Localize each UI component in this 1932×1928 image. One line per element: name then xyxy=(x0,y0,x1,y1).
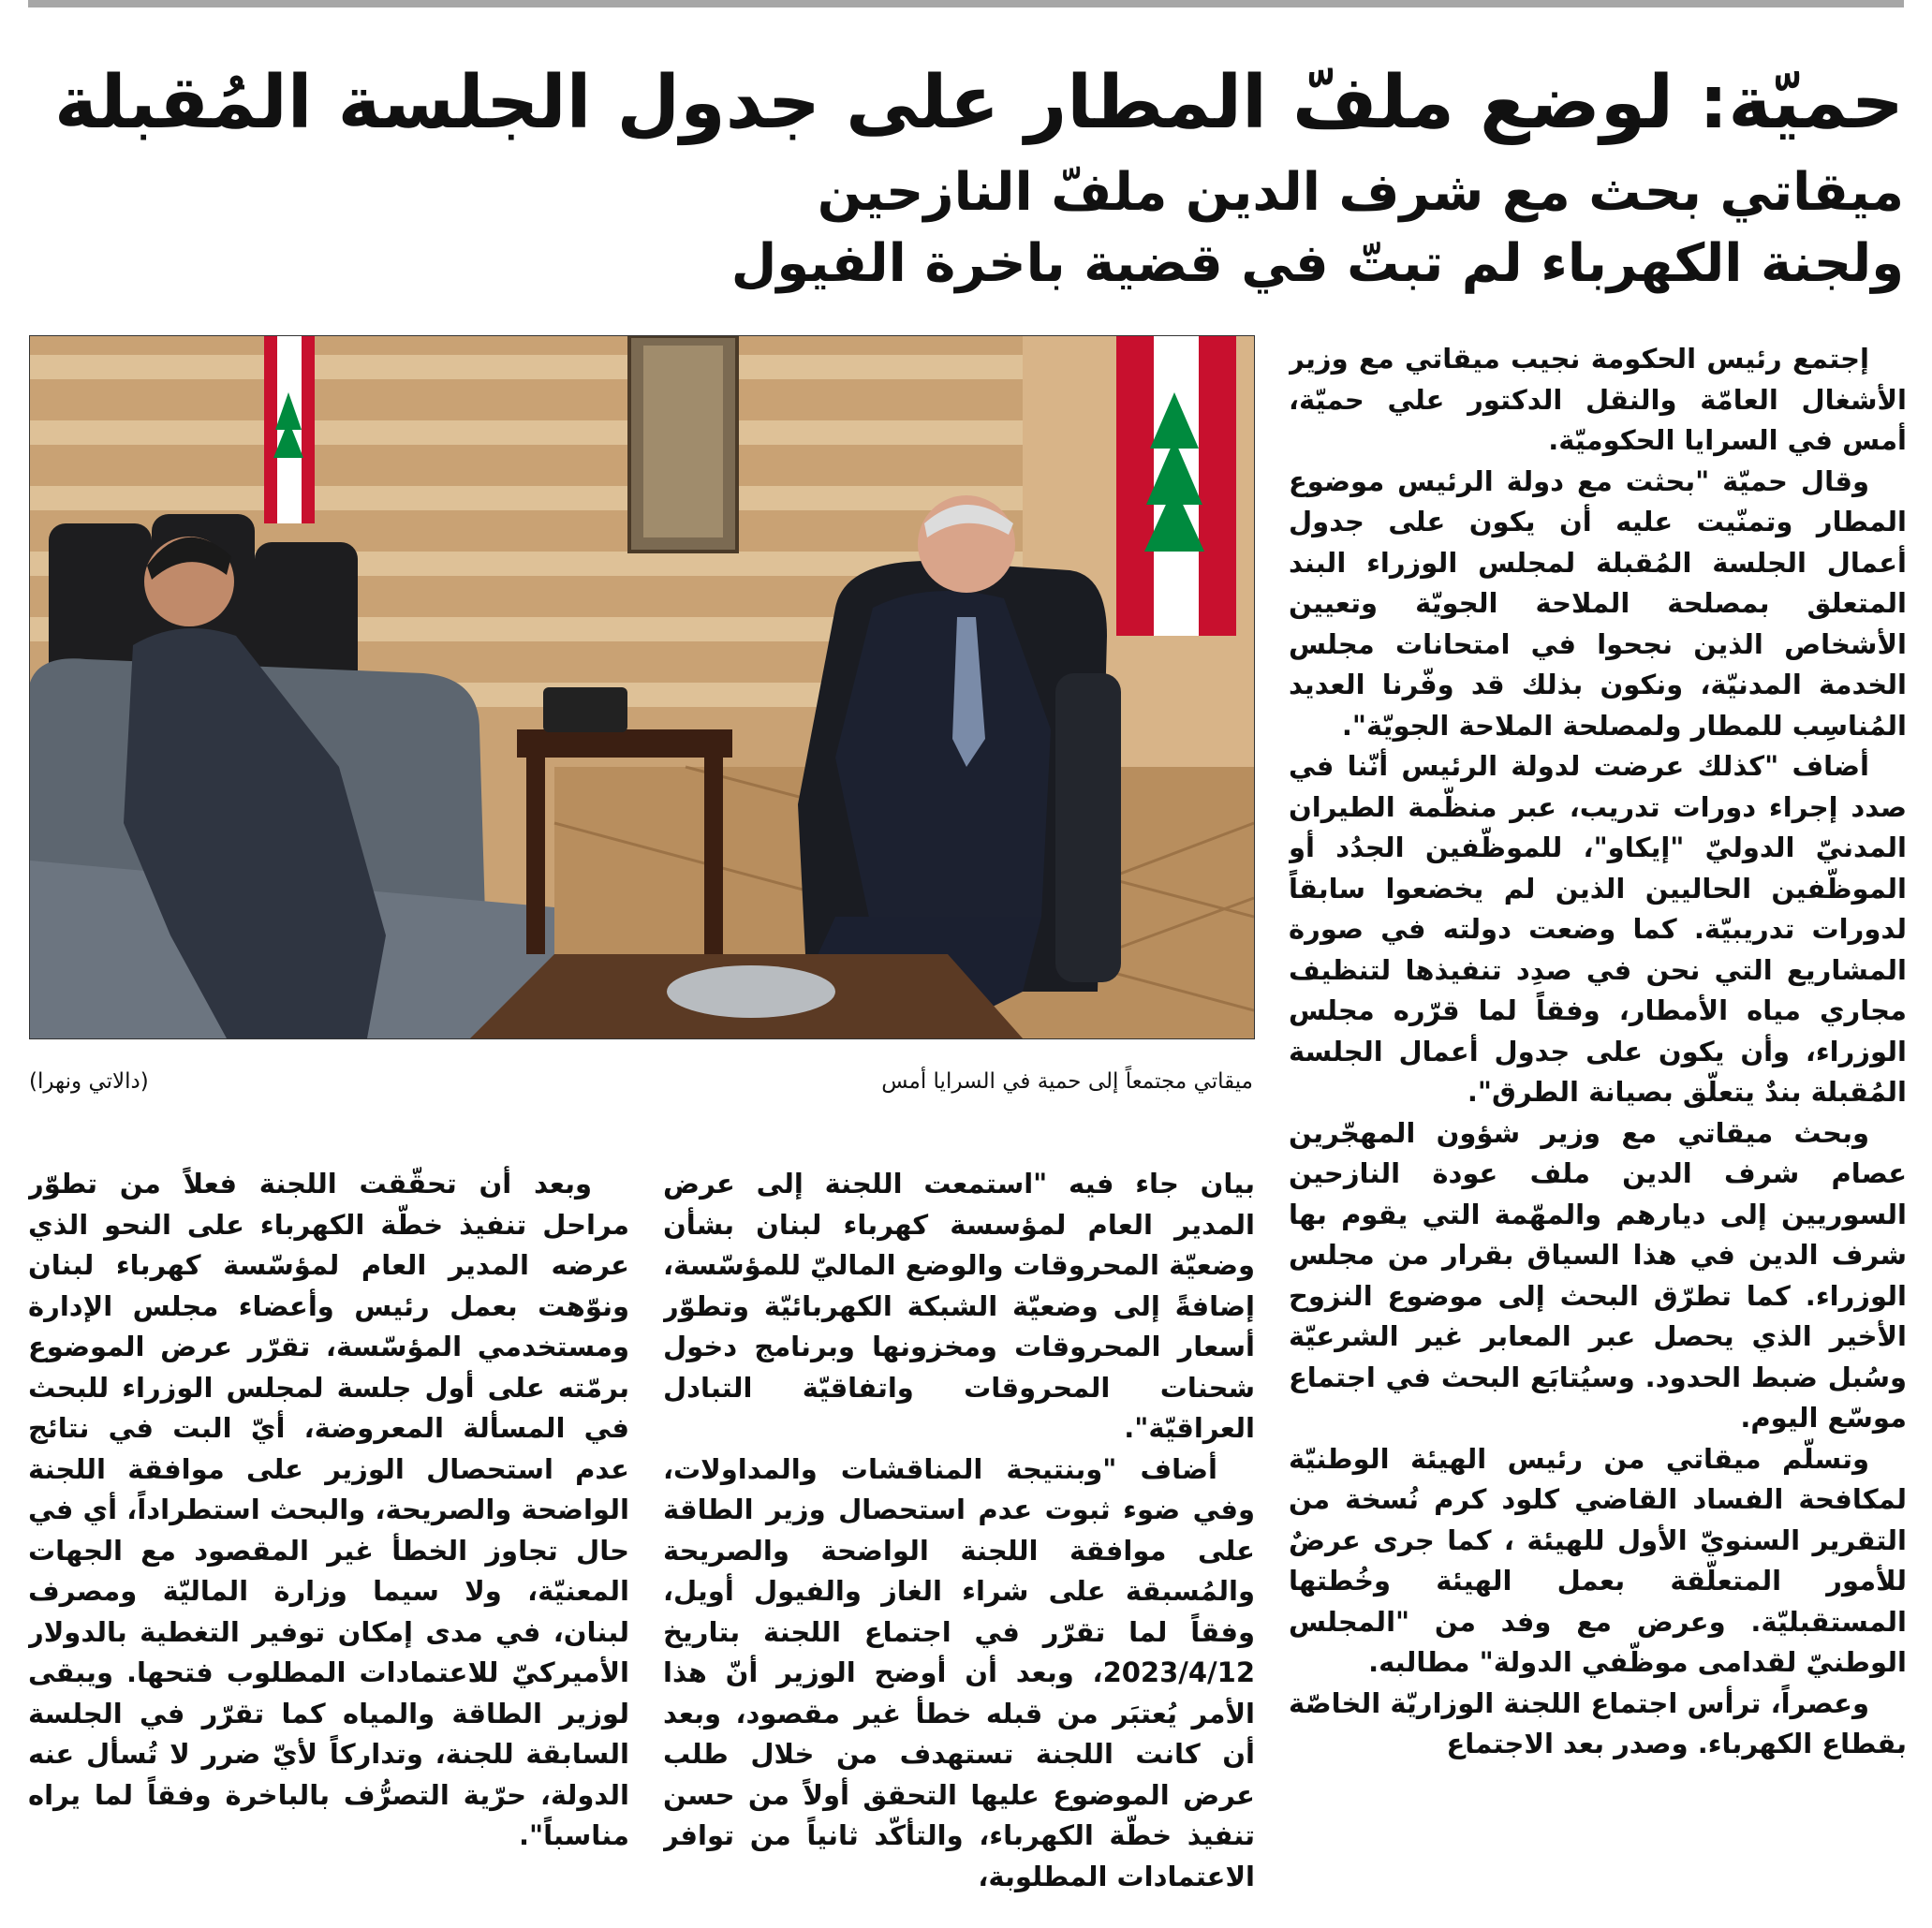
photo-credit: (دالاتي ونهرا) xyxy=(29,1069,149,1094)
photo-caption xyxy=(29,1063,1253,1100)
paragraph: أضاف "كذلك عرضت لدولة الرئيس أنّنا في صدد إجراء دورات تدريب، عبر منظّمة الطيران المدنيّ الدوليّ "إيكاو"، للموظّفين الجدُد أو الموظّفين الحاليين الذين لم يخضعوا سابقاً لدورات تدريبيّة. كما وضعت دولته في صورة المشاريع التي نحن في صدِد تنفيذها لتنظيف مجاري مياه الأمطار، وفقاً لما قرّره مجلس الوزراء، وأن يكون على جدول أعمال الجلسة المُقبلة بندٌ يتعلّق بصيانة الطرق". xyxy=(1289,750,1907,1108)
paragraph: وبحث ميقاتي مع وزير شؤون المهجّرين عصام شرف الدين ملف عودة النازحين السوريين إلى ديارهم والمهّمة التي يقوم بها شرف الدين في هذا السياق بقرار من مجلس الوزراء. كما تطرّق البحث إلى موضوع النزوح الأخير الذي يحصل عبر المعابر غير الشرعيّة وسُبل ضبط الحدود. وسيُتابَع البحث في اجتماع موسّع اليوم. xyxy=(1289,1116,1907,1434)
headline: حميّة: لوضع ملفّ المطار على جدول الجلسة المُقبلة xyxy=(54,61,1904,145)
paragraph: وعصراً، ترأس اجتماع اللجنة الوزاريّة الخاصّة بقطاع الكهرباء. وصدر بعد الاجتماع xyxy=(1289,1686,1907,1759)
subheadline-1: ميقاتي بحث مع شرف الدين ملفّ النازحين xyxy=(817,162,1904,223)
article-column-3 xyxy=(28,1164,629,1913)
subheadline-2: ولجنة الكهرباء لم تبتّ في قضية باخرة الفيول xyxy=(730,233,1904,294)
paragraph: إجتمع رئيس الحكومة نجيب ميقاتي مع وزير الأشغال العامّة والنقل الدكتور علي حميّة، أمس في السرايا الحكوميّة. xyxy=(1289,343,1907,456)
caption-text: ميقاتي مجتمعاً إلى حمية في السرايا أمس xyxy=(881,1069,1253,1094)
paragraph: وتسلّم ميقاتي من رئيس الهيئة الوطنيّة لمكافحة الفساد القاضي كلود كرم نُسخة من التقرير السنويّ الأول للهيئة ، كما جرى عرضٌ للأمور المتعلّقة بعمل الهيئة وخُطتها المستقبليّة. وعرض مع وفد من "المجلس الوطنيّ لقدامى موظّفي الدولة" مطالبه. xyxy=(1289,1442,1907,1678)
top-rule xyxy=(28,0,1904,7)
paragraph: أضاف "وبنتيجة المناقشات والمداولات، وفي ضوء ثبوت عدم استحصال وزير الطاقة على موافقة اللجنة الواضحة والصريحة والمُسبقة على شراء الغاز والفيول أويل، وفقاً لما تقرّر في اجتماع اللجنة بتاريخ 2023/4/12، وبعد أن أوضح الوزير أنّ هذا الأمر يُعتبَر من قبله خطأ غير مقصود، وبعد أن كانت اللجنة تستهدف من خلال طلب عرض الموضوع عليها التحقق أولاً من حسن تنفيذ خطّة الكهرباء، والتأكّد ثانياً من توافر الاعتمادات المطلوبة، xyxy=(663,1452,1255,1892)
article-column-1 xyxy=(1289,339,1907,1912)
article-column-2 xyxy=(663,1164,1255,1913)
paragraph: بيان جاء فيه "استمعت اللجنة إلى عرض المدير العام لمؤسسة كهرباء لبنان بشأن وضعيّة المحروقات والوضع الماليّ للمؤسّسة، إضافةً إلى وضعيّة الشبكة الكهربائيّة وتطوّر أسعار المحروقات ومخزونها وبرنامج دخول شحنات المحروقات واتفاقيّة التبادل العراقيّة". xyxy=(663,1168,1255,1444)
paragraph: وبعد أن تحقّقت اللجنة فعلاً من تطوّر مراحل تنفيذ خطّة الكهرباء على النحو الذي عرضه المدير العام لمؤسّسة كهرباء لبنان ونوّهت بعمل رئيس وأعضاء مجلس الإدارة ومستخدمي المؤسّسة، تقرّر عرض الموضوع برمّته على أول جلسة لمجلس الوزراء للبحث في المسألة المعروضة، أيّ البت في نتائج عدم استحصال الوزير على موافقة اللجنة الواضحة والصريحة، والبحث استطراداً، أي في حال تجاوز الخطأ غير المقصود مع الجهات المعنيّة، ولا سيما وزارة الماليّة ومصرف لبنان، في مدى إمكان توفير التغطية بالدولار الأميركيّ للاعتمادات المطلوب فتحها. ويبقى لوزير الطاقة والمياه كما تقرّر في الجلسة السابقة للجنة، وتداركاً لأيّ ضرر لا تُسأل عنه الدولة، حرّية التصرُّف بالباخرة وفقاً لما يراه مناسباً". xyxy=(28,1168,629,1851)
paragraph: وقال حميّة "بحثت مع دولة الرئيس موضوع المطار وتمنّيت عليه أن يكون على جدول أعمال الجلسة المُقبلة لمجلس الوزراء البند المتعلق بمصلحة الملاحة الجويّة وتعيين الأشخاص الذين نجحوا في امتحانات مجلس الخدمة المدنيّة، ونكون بذلك قد وفّرنا العديد المُناسِب للمطار ولمصلحة الملاحة الجويّة". xyxy=(1289,464,1907,742)
meeting-photo-illustration xyxy=(30,336,1254,1038)
article-photo xyxy=(29,335,1255,1039)
